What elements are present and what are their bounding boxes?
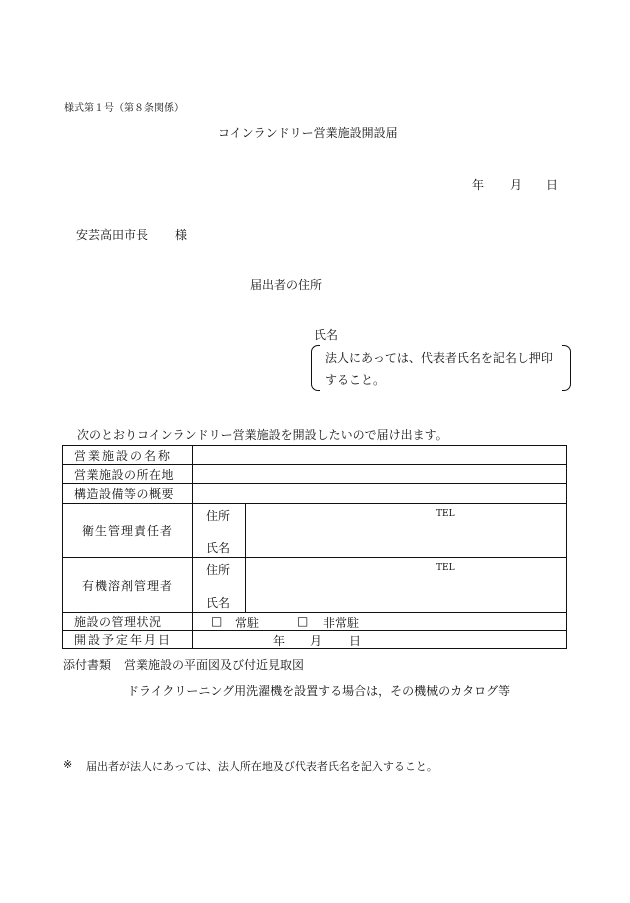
facility-name-field[interactable] <box>193 446 567 465</box>
addressee-name: 安芸高田市長 <box>76 228 149 242</box>
attachment-item-2: ドライクリーニング用洗濯機を設置する場合は，その機械のカタログ等 <box>127 684 511 698</box>
corporate-note <box>311 345 571 391</box>
opening-date-field[interactable] <box>193 631 567 649</box>
hygiene-name-label: 氏名 <box>206 541 231 555</box>
table-row <box>63 631 567 649</box>
solvent-manager-field[interactable] <box>246 558 567 613</box>
corporate-note-line1: 法人にあっては、代表者氏名を記名し押印 <box>325 351 553 365</box>
date-year-label: 年 <box>472 178 485 192</box>
solvent-name-label: 氏名 <box>206 596 231 610</box>
facility-location-field[interactable] <box>193 465 567 484</box>
management-status-options <box>193 613 567 631</box>
applicant-address-label: 届出者の住所 <box>250 278 323 292</box>
solvent-manager-sublabels <box>193 558 246 613</box>
right-bracket <box>562 345 571 391</box>
hygiene-tel-label: TEL <box>436 509 455 519</box>
document-title: コインランドリー営業施設開設届 <box>218 126 398 140</box>
hygiene-address-label: 住所 <box>206 509 231 523</box>
table-row <box>63 558 567 613</box>
table-row <box>63 613 567 631</box>
non-resident-label: 非常駐 <box>323 616 360 630</box>
non-resident-checkbox[interactable]: □ <box>297 614 309 628</box>
corporate-note-line2: すること。 <box>325 373 386 387</box>
hygiene-manager-sublabels <box>193 504 246 558</box>
opening-month-label: 月 <box>310 634 323 648</box>
attachments-label: 添付書類 <box>63 658 112 672</box>
hygiene-manager-field[interactable] <box>246 504 567 558</box>
application-table <box>62 445 567 649</box>
attachment-item-1: 営業施設の平面図及び付近見取図 <box>124 658 305 672</box>
solvent-address-label: 住所 <box>206 563 231 577</box>
hygiene-manager-label: 衛生管理責任者 <box>63 504 193 558</box>
table-row <box>63 504 567 558</box>
resident-checkbox[interactable]: □ <box>211 614 223 628</box>
opening-day-label: 日 <box>349 634 362 648</box>
facility-name-label: 営業施設の名称 <box>63 446 193 465</box>
resident-label: 常駐 <box>235 616 260 630</box>
left-bracket <box>311 345 320 391</box>
opening-year-label: 年 <box>273 634 286 648</box>
footnote-mark: ※ <box>63 758 73 771</box>
facility-location-label: 営業施設の所在地 <box>63 465 193 484</box>
footnote-text: 届出者が法人にあっては、法人所在地及び代表者氏名を記入すること。 <box>86 760 438 773</box>
solvent-tel-label: TEL <box>436 563 455 573</box>
table-row <box>63 465 567 484</box>
management-status-label: 施設の管理状況 <box>63 613 193 631</box>
intro-text: 次のとおりコインランドリー営業施設を開設したいので届け出ます。 <box>77 428 448 442</box>
opening-date-label: 開設予定年月日 <box>63 631 193 649</box>
table-row <box>63 484 567 504</box>
applicant-name-label: 氏名 <box>314 328 339 342</box>
date-month-label: 月 <box>510 178 523 192</box>
structure-overview-label: 構造設備等の概要 <box>63 484 193 504</box>
date-day-label: 日 <box>546 178 559 192</box>
solvent-manager-label: 有機溶剤管理者 <box>63 558 193 613</box>
table-row <box>63 446 567 465</box>
structure-overview-field[interactable] <box>193 484 567 504</box>
form-number: 様式第１号（第８条関係） <box>64 103 184 114</box>
addressee-honorific: 様 <box>175 228 188 242</box>
